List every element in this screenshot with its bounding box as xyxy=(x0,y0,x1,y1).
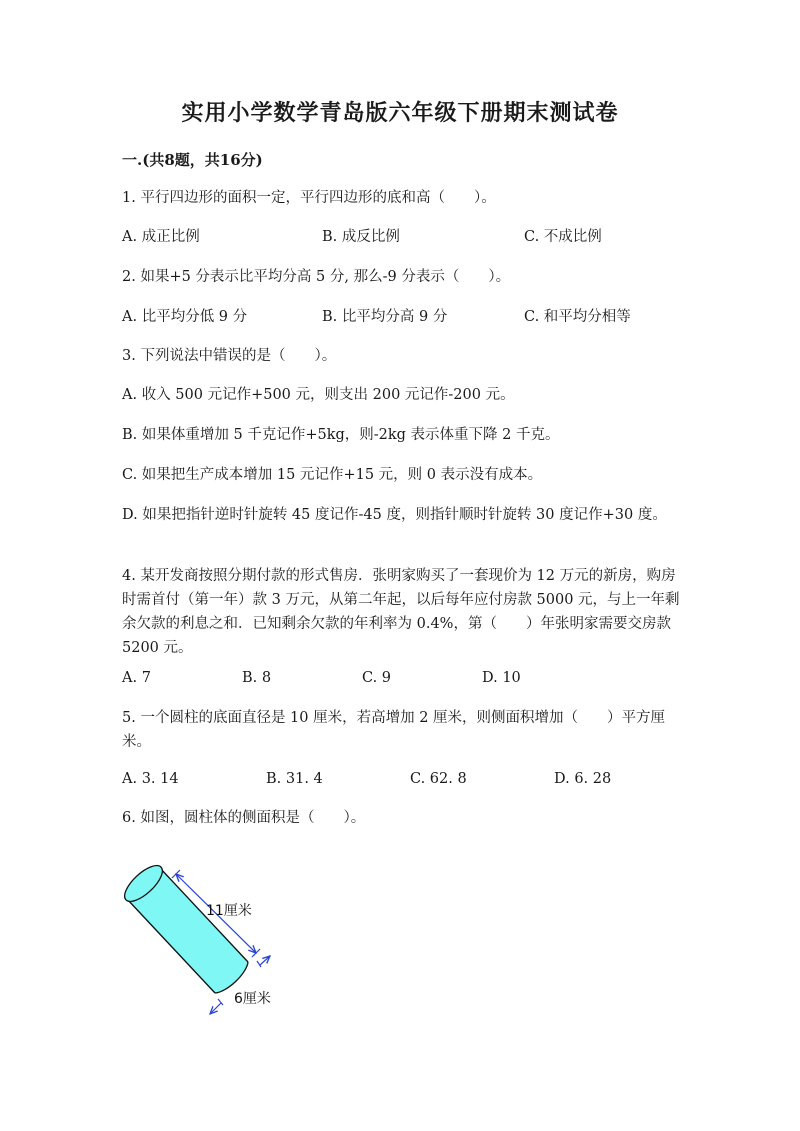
option-d: D. 10 xyxy=(482,670,521,686)
option-c: C. 62. 8 xyxy=(410,771,467,787)
question-4-stem: 4. 某开发商按照分期付款的形式售房．张明家购买了一套现价为 12 万元的新房，购房时需首付（第一年）款 3 万元，从第二年起，以后每年应付房款 5000 元，与上一年剩余欠款的利息之和．已知剩余欠款的年利率为 0.4%，第（ ）年张明家需要交房款 5200 元。 xyxy=(122,568,680,656)
question-1-options xyxy=(122,225,682,249)
cylinder-diagram xyxy=(118,860,298,1030)
cylinder-figure xyxy=(118,860,298,1030)
question-2-options xyxy=(122,305,682,329)
question-5-options xyxy=(122,767,682,791)
question-3-stem: 3. 下列说法中错误的是（ ）。 xyxy=(122,348,337,364)
option-a: A. 成正比例 xyxy=(122,229,200,245)
option-c: C. 如果把生产成本增加 15 元记作+15 元，则 0 表示没有成本。 xyxy=(122,467,543,483)
option-b: B. 如果体重增加 5 千克记作+5kg，则-2kg 表示体重下降 2 千克。 xyxy=(122,427,560,443)
question-4-options xyxy=(122,666,682,690)
diameter-label: 6厘米 xyxy=(234,991,271,1007)
option-d: D. 如果把指针逆时针旋转 45 度记作-45 度，则指针顺时针旋转 30 度记作+30 度。 xyxy=(122,507,667,523)
question-5-stem: 5. 一个圆柱的底面直径是 10 厘米，若高增加 2 厘米，则侧面积增加（ ）平方厘米。 xyxy=(122,710,666,750)
option-c: C. 9 xyxy=(362,670,392,686)
option-b: B. 成反比例 xyxy=(322,229,400,245)
option-c: C. 和平均分相等 xyxy=(524,309,631,325)
question-6-stem: 6. 如图，圆柱体的侧面积是（ ）。 xyxy=(122,810,366,826)
option-a: A. 收入 500 元记作+500 元，则支出 200 元记作-200 元。 xyxy=(122,387,515,403)
option-a: A. 7 xyxy=(122,670,151,686)
option-a: A. 比平均分低 9 分 xyxy=(122,309,248,325)
option-d: D. 6. 28 xyxy=(554,771,612,787)
question-1-stem: 1. 平行四边形的面积一定，平行四边形的底和高（ ）。 xyxy=(122,190,496,206)
option-b: B. 8 xyxy=(242,670,272,686)
option-b: B. 31. 4 xyxy=(266,771,323,787)
section-heading: 一.(共8题，共16分) xyxy=(122,151,263,169)
diameter-dimension-line xyxy=(260,956,270,965)
height-label: 11厘米 xyxy=(206,903,252,919)
option-c: C. 不成比例 xyxy=(524,229,602,245)
page-title: 实用小学数学青岛版六年级下册期末测试卷 xyxy=(181,100,619,126)
option-a: A. 3. 14 xyxy=(122,771,179,787)
option-b: B. 比平均分高 9 分 xyxy=(322,309,448,325)
question-2-stem: 2. 如果+5 分表示比平均分高 5 分, 那么-9 分表示（ ）。 xyxy=(122,269,511,285)
